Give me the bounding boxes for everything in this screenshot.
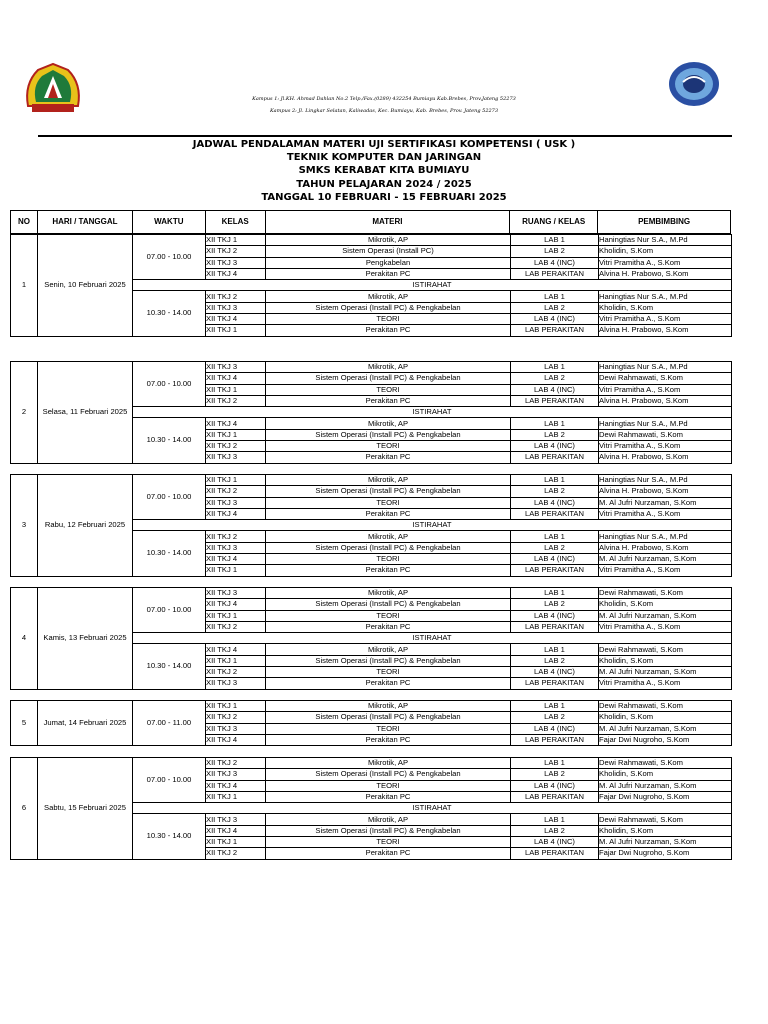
mentor-cell: Haningtias Nur S.A., M.Pd [599, 362, 732, 373]
break-label: ISTIRAHAT [133, 520, 732, 531]
room-cell: LAB PERAKITAN [511, 395, 599, 406]
mentor-cell: Dewi Rahmawati, S.Kom [599, 588, 732, 599]
mentor-cell: Vitri Pramitha A., S.Kom [599, 384, 732, 395]
room-cell: LAB PERAKITAN [511, 325, 599, 336]
class-cell: XII TKJ 3 [206, 497, 266, 508]
schedule-header [10, 210, 731, 234]
room-cell: LAB 1 [511, 418, 599, 429]
title-line: SMKS KERABAT KITA BUMIAYU [298, 165, 470, 177]
class-cell: XII TKJ 1 [206, 791, 266, 802]
title-line: TANGGAL 10 FEBRUARI - 15 FEBRUARI 2025 [261, 191, 507, 203]
mentor-cell: Dewi Rahmawati, S.Kom [599, 814, 732, 825]
mentor-cell: Kholidin, S.Kom [599, 712, 732, 723]
mentor-cell: M. Al Jufri Nurzaman, S.Kom [599, 554, 732, 565]
mentor-cell: Alvina H. Prabowo, S.Kom [599, 542, 732, 553]
room-cell: LAB 4 (INC) [511, 723, 599, 734]
day-number: 4 [11, 588, 38, 690]
room-cell: LAB 2 [511, 655, 599, 666]
class-cell: XII TKJ 2 [206, 848, 266, 859]
mentor-cell: M. Al Jufri Nurzaman, S.Kom [599, 667, 732, 678]
class-cell: XII TKJ 1 [206, 384, 266, 395]
subject-cell: TEORI [266, 384, 511, 395]
session-time: 07.00 - 10.00 [133, 588, 206, 633]
subject-cell: Mikrotik, AP [266, 701, 511, 712]
mentor-cell: Haningtias Nur S.A., M.Pd [599, 235, 732, 246]
mentor-cell: M. Al Jufri Nurzaman, S.Kom [599, 723, 732, 734]
mentor-cell: Alvina H. Prabowo, S.Kom [599, 395, 732, 406]
title-line: TAHUN PELAJARAN 2024 / 2025 [296, 178, 472, 190]
table-row [11, 701, 732, 712]
day-block [10, 234, 732, 337]
break-label: ISTIRAHAT [133, 633, 732, 644]
subject-cell: TEORI [266, 497, 511, 508]
mentor-cell: Dewi Rahmawati, S.Kom [599, 429, 732, 440]
class-cell: XII TKJ 2 [206, 621, 266, 632]
class-cell: XII TKJ 3 [206, 362, 266, 373]
room-cell: LAB 1 [511, 291, 599, 302]
mentor-cell: Fajar Dwi Nugroho, S.Kom [599, 791, 732, 802]
mentor-cell: Kholidin, S.Kom [599, 769, 732, 780]
class-cell: XII TKJ 2 [206, 667, 266, 678]
mentor-cell: Fajar Dwi Nugroho, S.Kom [599, 848, 732, 859]
room-cell: LAB 4 (INC) [511, 441, 599, 452]
table-row [11, 475, 732, 486]
subject-cell: Perakitan PC [266, 452, 511, 463]
mentor-cell: Alvina H. Prabowo, S.Kom [599, 486, 732, 497]
room-cell: LAB 1 [511, 644, 599, 655]
class-cell: XII TKJ 1 [206, 610, 266, 621]
subject-cell: TEORI [266, 314, 511, 325]
session-time: 07.00 - 11.00 [133, 701, 206, 746]
subject-cell: Mikrotik, AP [266, 418, 511, 429]
class-cell: XII TKJ 4 [206, 599, 266, 610]
room-cell: LAB 4 (INC) [511, 497, 599, 508]
room-cell: LAB 4 (INC) [511, 257, 599, 268]
room-cell: LAB PERAKITAN [511, 268, 599, 279]
table-row [11, 235, 732, 246]
table-row [11, 588, 732, 599]
subject-cell: Pengkabelan [266, 257, 511, 268]
mentor-cell: Vitri Pramitha A., S.Kom [599, 257, 732, 268]
mentor-cell: Vitri Pramitha A., S.Kom [599, 621, 732, 632]
class-cell: XII TKJ 1 [206, 429, 266, 440]
mentor-cell: Alvina H. Prabowo, S.Kom [599, 325, 732, 336]
room-cell: LAB 4 (INC) [511, 384, 599, 395]
day-date: Rabu, 12 Februari 2025 [38, 475, 133, 577]
table-row [11, 758, 732, 769]
day-date: Sabtu, 15 Februari 2025 [38, 758, 133, 860]
subject-cell: Perakitan PC [266, 791, 511, 802]
subject-cell: Perakitan PC [266, 565, 511, 576]
mentor-cell: Haningtias Nur S.A., M.Pd [599, 418, 732, 429]
subject-cell: Sistem Operasi (Install PC) & Pengkabelan [266, 429, 511, 440]
session-time: 07.00 - 10.00 [133, 362, 206, 407]
subject-cell: Perakitan PC [266, 268, 511, 279]
day-block [10, 757, 732, 860]
mentor-cell: Vitri Pramitha A., S.Kom [599, 678, 732, 689]
column-header: KELAS [205, 211, 265, 234]
column-header: NO [11, 211, 38, 234]
subject-cell: Sistem Operasi (Install PC) & Pengkabelan [266, 825, 511, 836]
class-cell: XII TKJ 3 [206, 542, 266, 553]
class-cell: XII TKJ 4 [206, 825, 266, 836]
session-time: 07.00 - 10.00 [133, 235, 206, 280]
subject-cell: Sistem Operasi (Install PC) & Pengkabelan [266, 373, 511, 384]
column-header: WAKTU [132, 211, 205, 234]
day-block [10, 361, 732, 464]
mentor-cell: M. Al Jufri Nurzaman, S.Kom [599, 837, 732, 848]
room-cell: LAB 4 (INC) [511, 837, 599, 848]
class-cell: XII TKJ 1 [206, 565, 266, 576]
day-number: 6 [11, 758, 38, 860]
session-time: 10.30 - 14.00 [133, 644, 206, 689]
mentor-cell: Alvina H. Prabowo, S.Kom [599, 452, 732, 463]
class-cell: XII TKJ 2 [206, 486, 266, 497]
address-line-2: Kampus 2: Jl. Lingkar Selatan, Kaliwadas, Kec. Bumiayu, Kab. Brebes, Prov. Jateng 52273 [269, 108, 499, 114]
room-cell: LAB PERAKITAN [511, 508, 599, 519]
class-cell: XII TKJ 1 [206, 325, 266, 336]
subject-cell: Mikrotik, AP [266, 531, 511, 542]
class-cell: XII TKJ 3 [206, 588, 266, 599]
room-cell: LAB PERAKITAN [511, 565, 599, 576]
class-cell: XII TKJ 1 [206, 701, 266, 712]
room-cell: LAB 2 [511, 769, 599, 780]
subject-cell: Perakitan PC [266, 325, 511, 336]
subject-cell: TEORI [266, 837, 511, 848]
mentor-cell: M. Al Jufri Nurzaman, S.Kom [599, 780, 732, 791]
day-date: Senin, 10 Februari 2025 [38, 235, 133, 337]
subject-cell: TEORI [266, 723, 511, 734]
room-cell: LAB 1 [511, 814, 599, 825]
day-block [10, 700, 732, 746]
room-cell: LAB 1 [511, 588, 599, 599]
mentor-cell: Haningtias Nur S.A., M.Pd [599, 531, 732, 542]
class-cell: XII TKJ 2 [206, 531, 266, 542]
room-cell: LAB PERAKITAN [511, 791, 599, 802]
room-cell: LAB 1 [511, 235, 599, 246]
day-number: 2 [11, 362, 38, 464]
room-cell: LAB 1 [511, 362, 599, 373]
room-cell: LAB 1 [511, 758, 599, 769]
subject-cell: Mikrotik, AP [266, 475, 511, 486]
room-cell: LAB 1 [511, 701, 599, 712]
address-line-1: Kampus 1: Jl.KH. Ahmad Dahlan No.2 Telp./Fax.(0289) 432254 Bumiayu Kab.Brebes, Prov.Jateng 52273 [252, 96, 516, 102]
subject-cell: Mikrotik, AP [266, 291, 511, 302]
title-line: JADWAL PENDALAMAN MATERI UJI SERTIFIKASI KOMPETENSI ( USK ) [192, 139, 576, 150]
mentor-cell: Haningtias Nur S.A., M.Pd [599, 291, 732, 302]
room-cell: LAB 2 [511, 429, 599, 440]
room-cell: LAB 1 [511, 475, 599, 486]
class-cell: XII TKJ 2 [206, 441, 266, 452]
subject-cell: Sistem Operasi (Install PC) & Pengkabelan [266, 302, 511, 313]
class-cell: XII TKJ 4 [206, 780, 266, 791]
class-cell: XII TKJ 3 [206, 723, 266, 734]
room-cell: LAB 4 (INC) [511, 667, 599, 678]
subject-cell: TEORI [266, 667, 511, 678]
room-cell: LAB 2 [511, 712, 599, 723]
room-cell: LAB PERAKITAN [511, 848, 599, 859]
column-header: PEMBIMBING [598, 211, 731, 234]
room-cell: LAB 2 [511, 542, 599, 553]
subject-cell: Perakitan PC [266, 678, 511, 689]
class-cell: XII TKJ 2 [206, 246, 266, 257]
mentor-cell: Fajar Dwi Nugroho, S.Kom [599, 734, 732, 745]
class-cell: XII TKJ 4 [206, 508, 266, 519]
break-label: ISTIRAHAT [133, 803, 732, 814]
session-time: 07.00 - 10.00 [133, 475, 206, 520]
mentor-cell: Haningtias Nur S.A., M.Pd [599, 475, 732, 486]
subject-cell: Mikrotik, AP [266, 235, 511, 246]
subject-cell: Mikrotik, AP [266, 588, 511, 599]
subject-cell: Sistem Operasi (Install PC) & Pengkabelan [266, 655, 511, 666]
mentor-cell: Vitri Pramitha A., S.Kom [599, 441, 732, 452]
room-cell: LAB 1 [511, 531, 599, 542]
room-cell: LAB PERAKITAN [511, 678, 599, 689]
class-cell: XII TKJ 2 [206, 291, 266, 302]
class-cell: XII TKJ 3 [206, 769, 266, 780]
mentor-cell: Dewi Rahmawati, S.Kom [599, 758, 732, 769]
mentor-cell: M. Al Jufri Nurzaman, S.Kom [599, 497, 732, 508]
mentor-cell: M. Al Jufri Nurzaman, S.Kom [599, 610, 732, 621]
class-cell: XII TKJ 2 [206, 395, 266, 406]
subject-cell: Mikrotik, AP [266, 362, 511, 373]
subject-cell: Sistem Operasi (Install PC) & Pengkabelan [266, 486, 511, 497]
room-cell: LAB 4 (INC) [511, 554, 599, 565]
day-date: Selasa, 11 Februari 2025 [38, 362, 133, 464]
mentor-cell: Dewi Rahmawati, S.Kom [599, 644, 732, 655]
subject-cell: Sistem Operasi (Install PC) & Pengkabelan [266, 599, 511, 610]
subject-cell: Mikrotik, AP [266, 814, 511, 825]
column-header: MATERI [265, 211, 510, 234]
mentor-cell: Kholidin, S.Kom [599, 302, 732, 313]
subject-cell: Perakitan PC [266, 734, 511, 745]
class-cell: XII TKJ 4 [206, 418, 266, 429]
subject-cell: Mikrotik, AP [266, 758, 511, 769]
room-cell: LAB 2 [511, 246, 599, 257]
class-cell: XII TKJ 2 [206, 712, 266, 723]
class-cell: XII TKJ 4 [206, 644, 266, 655]
room-cell: LAB 4 (INC) [511, 780, 599, 791]
mentor-cell: Vitri Pramitha A., S.Kom [599, 508, 732, 519]
room-cell: LAB 4 (INC) [511, 314, 599, 325]
title-line: TEKNIK KOMPUTER DAN JARINGAN [286, 152, 482, 164]
day-number: 3 [11, 475, 38, 577]
class-cell: XII TKJ 4 [206, 373, 266, 384]
room-cell: LAB 2 [511, 373, 599, 384]
class-cell: XII TKJ 3 [206, 678, 266, 689]
room-cell: LAB 2 [511, 302, 599, 313]
class-cell: XII TKJ 1 [206, 475, 266, 486]
class-cell: XII TKJ 1 [206, 837, 266, 848]
day-date: Kamis, 13 Februari 2025 [38, 588, 133, 690]
break-label: ISTIRAHAT [133, 407, 732, 418]
column-header: HARI / TANGGAL [37, 211, 132, 234]
room-cell: LAB PERAKITAN [511, 621, 599, 632]
session-time: 10.30 - 14.00 [133, 531, 206, 576]
subject-cell: Sistem Operasi (Install PC) & Pengkabelan [266, 769, 511, 780]
mentor-cell: Alvina H. Prabowo, S.Kom [599, 268, 732, 279]
room-cell: LAB PERAKITAN [511, 734, 599, 745]
column-header: RUANG / KELAS [510, 211, 598, 234]
day-number: 1 [11, 235, 38, 337]
room-cell: LAB PERAKITAN [511, 452, 599, 463]
class-cell: XII TKJ 2 [206, 758, 266, 769]
room-cell: LAB 2 [511, 599, 599, 610]
subject-cell: Sistem Operasi (Install PC) & Pengkabelan [266, 542, 511, 553]
room-cell: LAB 2 [511, 486, 599, 497]
mentor-cell: Vitri Pramitha A., S.Kom [599, 314, 732, 325]
mentor-cell: Kholidin, S.Kom [599, 599, 732, 610]
class-cell: XII TKJ 1 [206, 235, 266, 246]
class-cell: XII TKJ 1 [206, 655, 266, 666]
room-cell: LAB 2 [511, 825, 599, 836]
class-cell: XII TKJ 4 [206, 554, 266, 565]
subject-cell: Sistem Operasi (Install PC) [266, 246, 511, 257]
subject-cell: TEORI [266, 610, 511, 621]
day-number: 5 [11, 701, 38, 746]
mentor-cell: Dewi Rahmawati, S.Kom [599, 701, 732, 712]
session-time: 07.00 - 10.00 [133, 758, 206, 803]
table-row [11, 362, 732, 373]
mentor-cell: Kholidin, S.Kom [599, 655, 732, 666]
subject-cell: TEORI [266, 780, 511, 791]
break-label: ISTIRAHAT [133, 280, 732, 291]
class-cell: XII TKJ 3 [206, 814, 266, 825]
mentor-cell: Dewi Rahmawati, S.Kom [599, 373, 732, 384]
subject-cell: TEORI [266, 441, 511, 452]
day-date: Jumat, 14 Februari 2025 [38, 701, 133, 746]
letterhead-divider [38, 135, 732, 137]
subject-cell: Sistem Operasi (Install PC) & Pengkabelan [266, 712, 511, 723]
subject-cell: Mikrotik, AP [266, 644, 511, 655]
class-cell: XII TKJ 3 [206, 257, 266, 268]
class-cell: XII TKJ 3 [206, 302, 266, 313]
class-cell: XII TKJ 4 [206, 734, 266, 745]
day-block [10, 474, 732, 577]
mentor-cell: Kholidin, S.Kom [599, 825, 732, 836]
subject-cell: Perakitan PC [266, 848, 511, 859]
day-block [10, 587, 732, 690]
subject-cell: Perakitan PC [266, 395, 511, 406]
subject-cell: Perakitan PC [266, 508, 511, 519]
subject-cell: TEORI [266, 554, 511, 565]
subject-cell: Perakitan PC [266, 621, 511, 632]
class-cell: XII TKJ 4 [206, 314, 266, 325]
class-cell: XII TKJ 3 [206, 452, 266, 463]
room-cell: LAB 4 (INC) [511, 610, 599, 621]
document-title [0, 138, 768, 204]
session-time: 10.30 - 14.00 [133, 418, 206, 463]
session-time: 10.30 - 14.00 [133, 291, 206, 336]
session-time: 10.30 - 14.00 [133, 814, 206, 859]
mentor-cell: Vitri Pramitha A., S.Kom [599, 565, 732, 576]
mentor-cell: Kholidin, S.Kom [599, 246, 732, 257]
class-cell: XII TKJ 4 [206, 268, 266, 279]
